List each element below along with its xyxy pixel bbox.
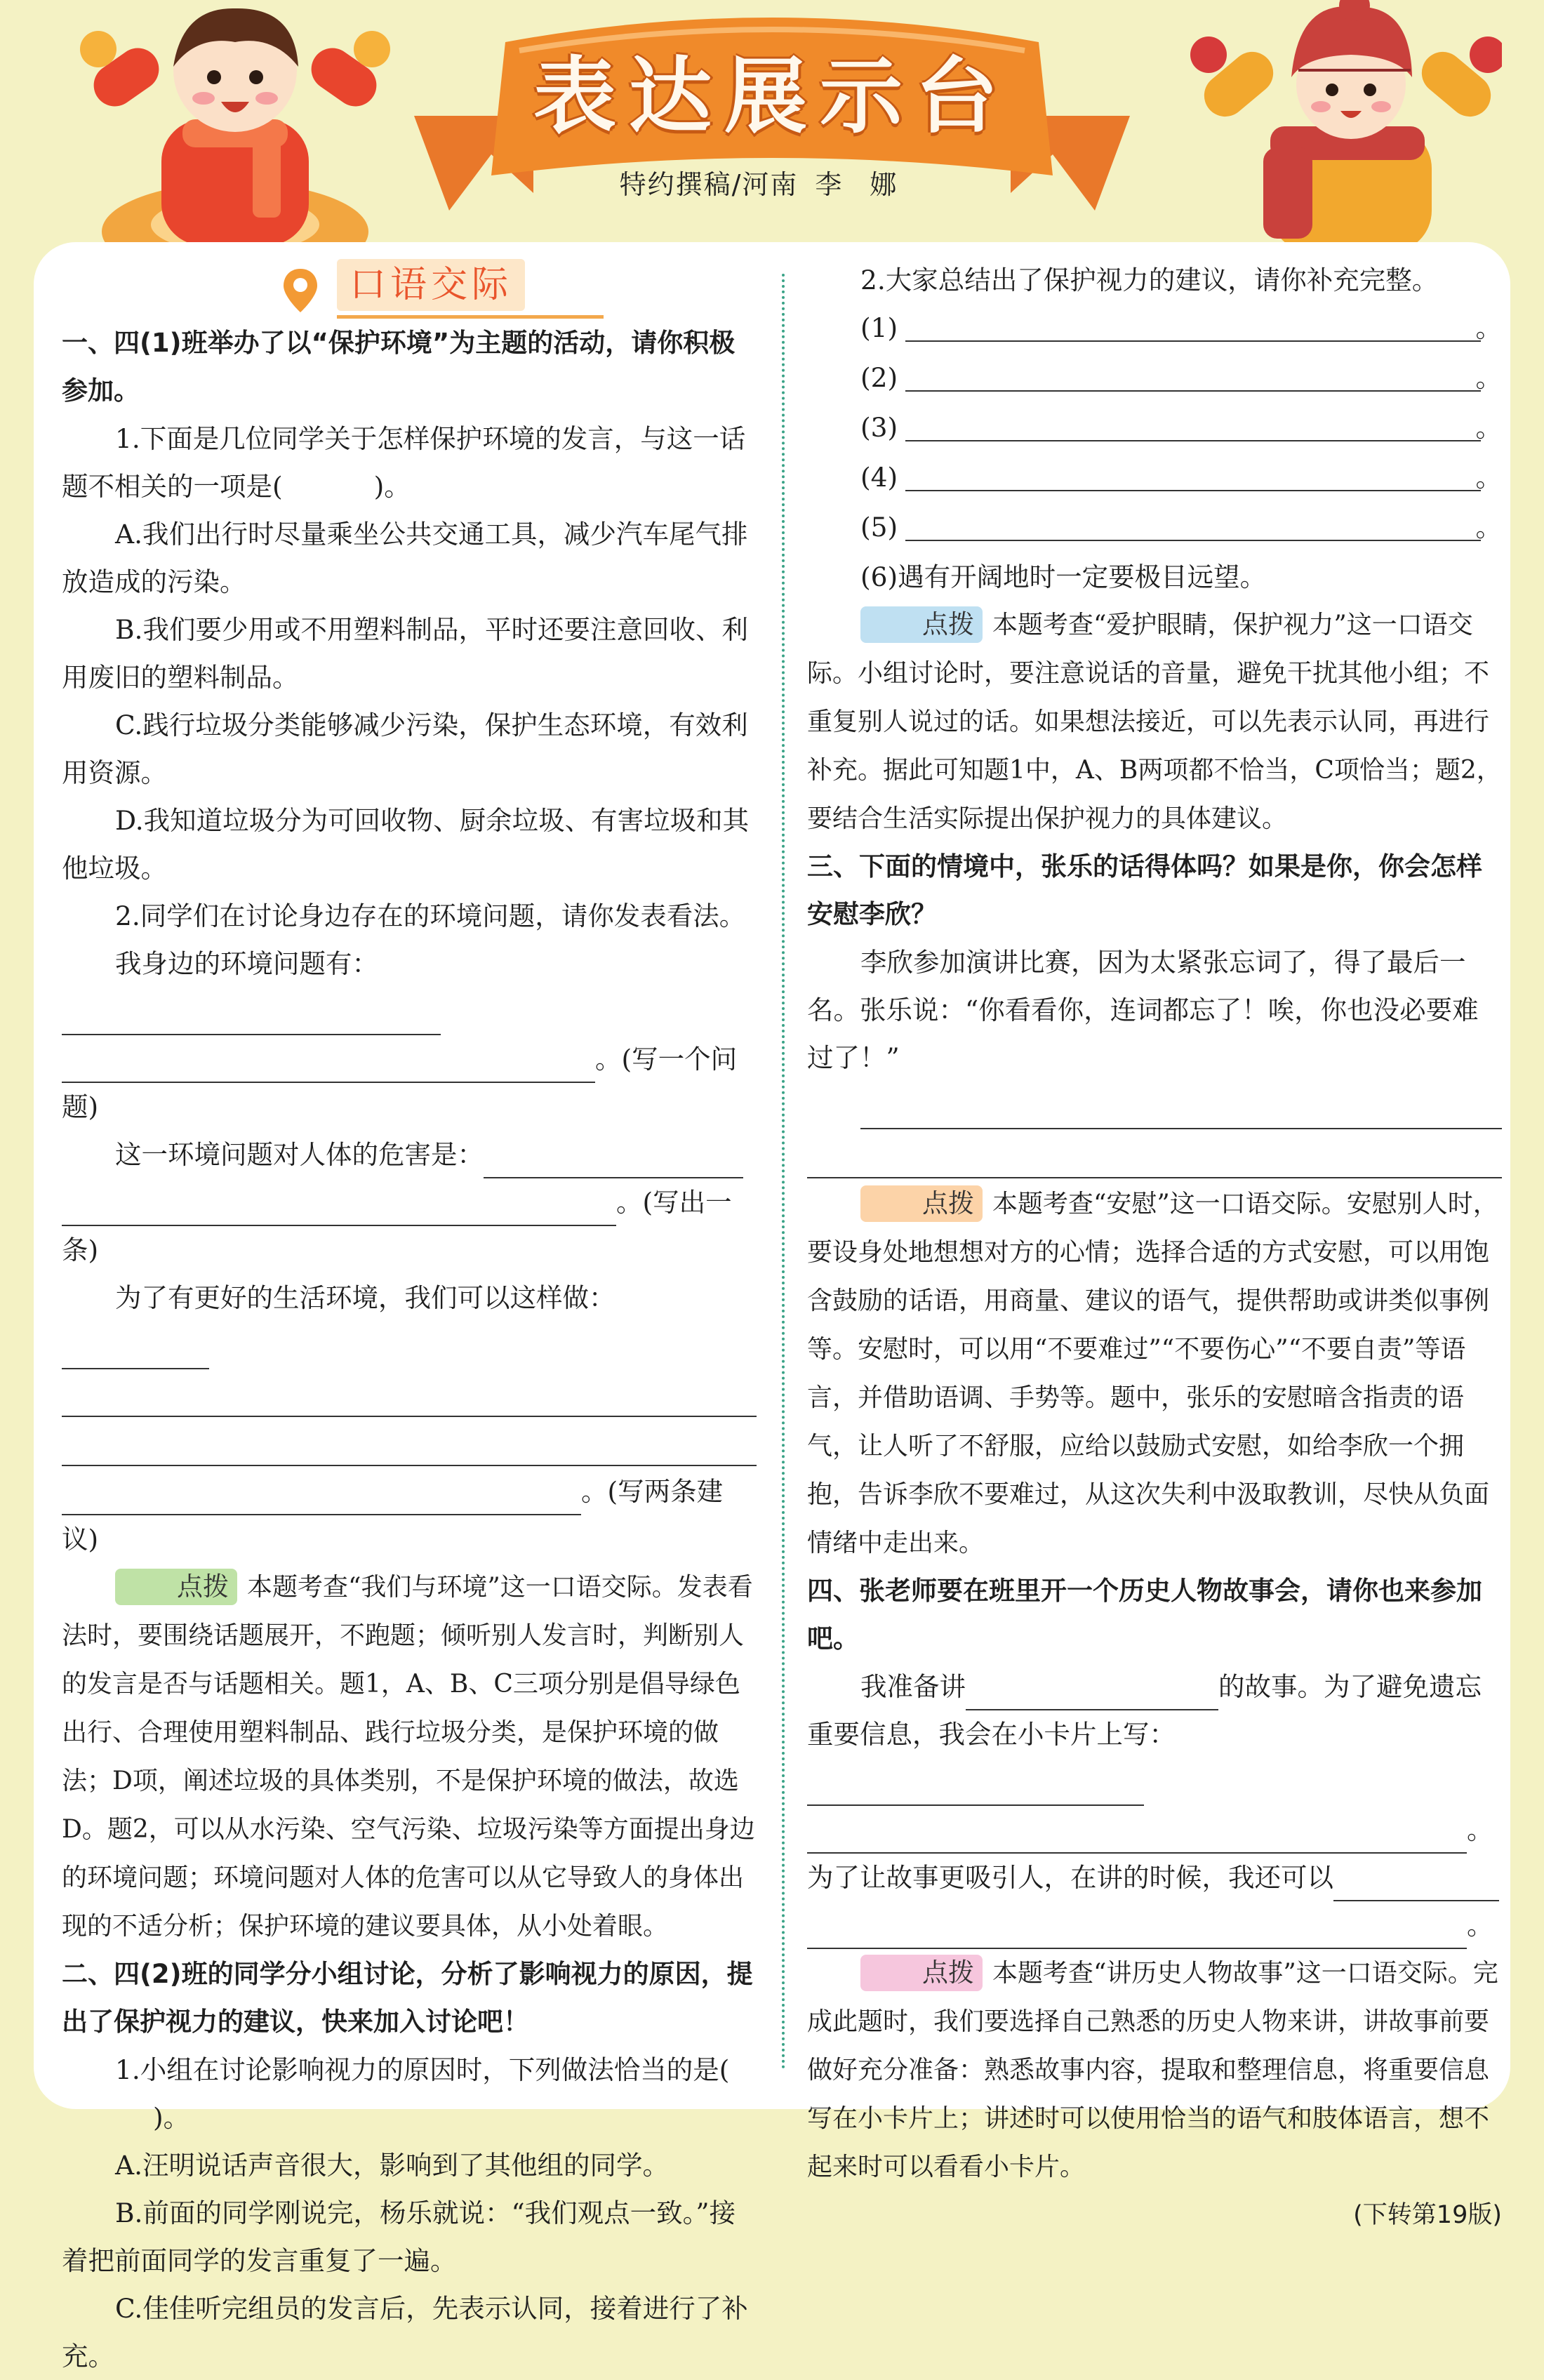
q1-option-b: B.我们要少用或不用塑料制品，平时还要注意回收、利用废旧的塑料制品。	[62, 614, 748, 693]
q1-line3-blank-2[interactable]	[62, 1369, 757, 1417]
byline-author: 李娜	[815, 169, 925, 200]
q2-item6: (6)遇有开阔地时一定要极目远望。	[860, 561, 1267, 592]
q2-blank-2[interactable]: (2) 。	[860, 362, 1502, 393]
q2-option-b: B.前面的同学刚说完，杨乐就说：“我们观点一致。”接着把前面同学的发言重复了一遍。	[62, 2198, 736, 2276]
q4-card-cont: 。	[807, 1806, 1502, 1854]
q2-sub2: 2.大家总结出了保护视力的建议，请你补充完整。	[860, 265, 1439, 295]
q4-tip-tag: 点拨	[860, 1955, 983, 1991]
q3-answer-line-1[interactable]	[860, 1082, 1502, 1129]
q2-option-a: A.汪明说话声音很大，影响到了其他组的同学。	[115, 2150, 669, 2181]
q1-sub2: 2.同学们在讨论身边存在的环境问题，请你发表看法。	[115, 900, 746, 931]
q4-line2-cont: 。	[807, 1901, 1502, 1949]
continue-note: (下转第19版)	[1353, 2201, 1502, 2229]
q1-line1-blank[interactable]	[62, 1002, 441, 1035]
q3-title: 三、下面的情境中，张乐的话得体吗？如果是你，你会怎样安慰李欣？	[807, 851, 1482, 929]
q4-tip: 点拨 本题考查“讲历史人物故事”这一口语交际。完成此题时，我们要选择自己熟悉的历史人物来讲，讲故事前要做好充分准备：熟悉故事内容，提取和整理信息，将重要信息写在小卡片上；讲述时可以使用恰当的语气和肢体语言，想不起来时可以看看小卡片。	[807, 1949, 1502, 2191]
q4-card-blank[interactable]	[807, 1772, 1144, 1806]
q2-tip-tag: 点拨	[860, 606, 983, 643]
q3-answer-line-2[interactable]	[807, 1131, 1502, 1178]
q4-figure-blank[interactable]	[966, 1677, 1218, 1710]
q1-title: 一、四(1)班举办了以“保护环境”为主题的活动，请你积极参加。	[62, 328, 736, 406]
q1-option-d: D.我知道垃圾分为可回收物、厨余垃圾、有害垃圾和其他垃圾。	[62, 805, 750, 884]
q1-line1-blank-2[interactable]	[62, 1049, 595, 1083]
kid-right-illustration	[1186, 0, 1502, 246]
q2-option-c: C.佳佳听完组员的发言后，先表示认同，接着进行了补充。	[62, 2293, 748, 2372]
q2-blank-1[interactable]: (1) 。	[860, 312, 1502, 343]
location-pin-icon	[279, 266, 321, 315]
q1-line3-blank[interactable]	[62, 1336, 209, 1369]
section-label: 口语交际	[337, 259, 525, 311]
q2-blank-4[interactable]: (4) 。	[860, 462, 1502, 493]
q1-line2-blank[interactable]	[484, 1145, 743, 1178]
q3-story: 李欣参加演讲比赛，因为太紧张忘词了，得了最后一名。张乐说：“你看看你，连词都忘了！唉，你也没必要难过了！”	[807, 947, 1479, 1073]
q1-tip: 点拨 本题考查“我们与环境”这一口语交际。发表看法时，要围绕话题展开，不跑题；倾听别人发言时，判断别人的发言是否与话题相关。题1，A、B、C三项分别是倡导绿色出行、合理使用塑料制品、践行垃圾分类，是保护环境的做法；D项，阐述垃圾的具体类别，不是保护环境的做法，故选D。题2，可以从水污染、空气污染、垃圾污染等方面提出身边的环境问题；环境问题对人体的危害可以从它导致人的身体出现的不适分析；保护环境的建议要具体，从小处着眼。	[62, 1563, 757, 1950]
q1-option-a: A.我们出行时尽量乘坐公共交通工具，减少汽车尾气排放造成的污染。	[62, 519, 748, 597]
q4-line2: 为了让故事更吸引人，在讲的时候，我还可以	[807, 1854, 1502, 1901]
q4-line1: 我准备讲 的故事。为了避免遗忘重要信息，我会在小卡片上写：	[807, 1663, 1502, 1806]
q1-line3-cont: 。(写两条建议)	[62, 1476, 724, 1555]
q1-line3-blank-3[interactable]	[62, 1418, 757, 1466]
q2-sub1: 1.小组在讨论影响视力的原因时，下列做法恰当的是()。	[115, 2054, 730, 2133]
q2-tip: 点拨 本题考查“爱护眼睛，保护视力”这一口语交际。小组讨论时，要注意说话的音量，避免干扰其他小组；不重复别人说过的话。如果想法接近，可以先表示认同，再进行补充。据此可知题1中，A、B两项都不恰当，C项恰当；题2，要结合生活实际提出保护视力的具体建议。	[807, 601, 1502, 843]
section-underline	[337, 315, 604, 319]
banner-title: 表达展示台	[533, 48, 1011, 145]
q1-line2-cont: 。(写出一条)	[62, 1187, 732, 1265]
q1-line3-blank-4[interactable]	[62, 1482, 581, 1515]
q1-line3: 为了有更好的生活环境，我们可以这样做：	[62, 1274, 757, 1369]
page-header	[0, 0, 1544, 253]
q1-line2: 这一环境问题对人体的危害是：	[62, 1131, 757, 1178]
q1-sub1: 1.下面是几位同学关于怎样保护环境的发言，与这一话题不相关的一项是( )。	[62, 423, 746, 502]
kid-left-illustration	[77, 0, 393, 246]
q2-blank-3[interactable]: (3) 。	[860, 412, 1502, 443]
right-column	[807, 256, 1502, 2239]
column-divider	[782, 274, 785, 2070]
q1-option-c: C.践行垃圾分类能够减少污染，保护生态环境，有效利用资源。	[62, 710, 748, 788]
q3-tip-tag: 点拨	[860, 1185, 983, 1222]
q1-line1: 我身边的环境问题有：	[62, 940, 757, 1035]
q4-title: 四、张老师要在班里开一个历史人物故事会，请你也来参加吧。	[807, 1576, 1482, 1654]
byline-label: 特约撰稿/河南	[619, 169, 799, 200]
q1-tip-tag: 点拨	[115, 1569, 237, 1605]
q4-technique-blank[interactable]	[1333, 1868, 1499, 1901]
q4-card-blank-2[interactable]	[807, 1820, 1467, 1854]
q1-line2-blank-2[interactable]	[62, 1192, 616, 1226]
section-heading	[62, 256, 757, 319]
q4-technique-blank-2[interactable]	[807, 1915, 1467, 1949]
q2-title: 二、四(2)班的同学分小组讨论，分析了影响视力的原因，提出了保护视力的建议，快来加入讨论吧！	[62, 1959, 753, 2037]
q2-blank-5[interactable]: (5) 。	[860, 512, 1502, 543]
left-column	[62, 256, 757, 2380]
q1-line1-cont: 。(写一个问题)	[62, 1044, 738, 1122]
q3-tip: 点拨 本题考查“安慰”这一口语交际。安慰别人时，要设身处地想想对方的心情；选择合适的方式安慰，可以用饱含鼓励的话语，用商量、建议的语气，提供帮助或讲类似事例等。安慰时，可以用“不要难过”“不要伤心”“不要自责”等语言，并借助语调、手势等。题中，张乐的安慰暗含指责的语气，让人听了不舒服，应给以鼓励式安慰，如给李欣一个拥抱，告诉李欣不要难过，从这次失利中汲取教训，尽快从负面情绪中走出来。	[807, 1180, 1502, 1567]
